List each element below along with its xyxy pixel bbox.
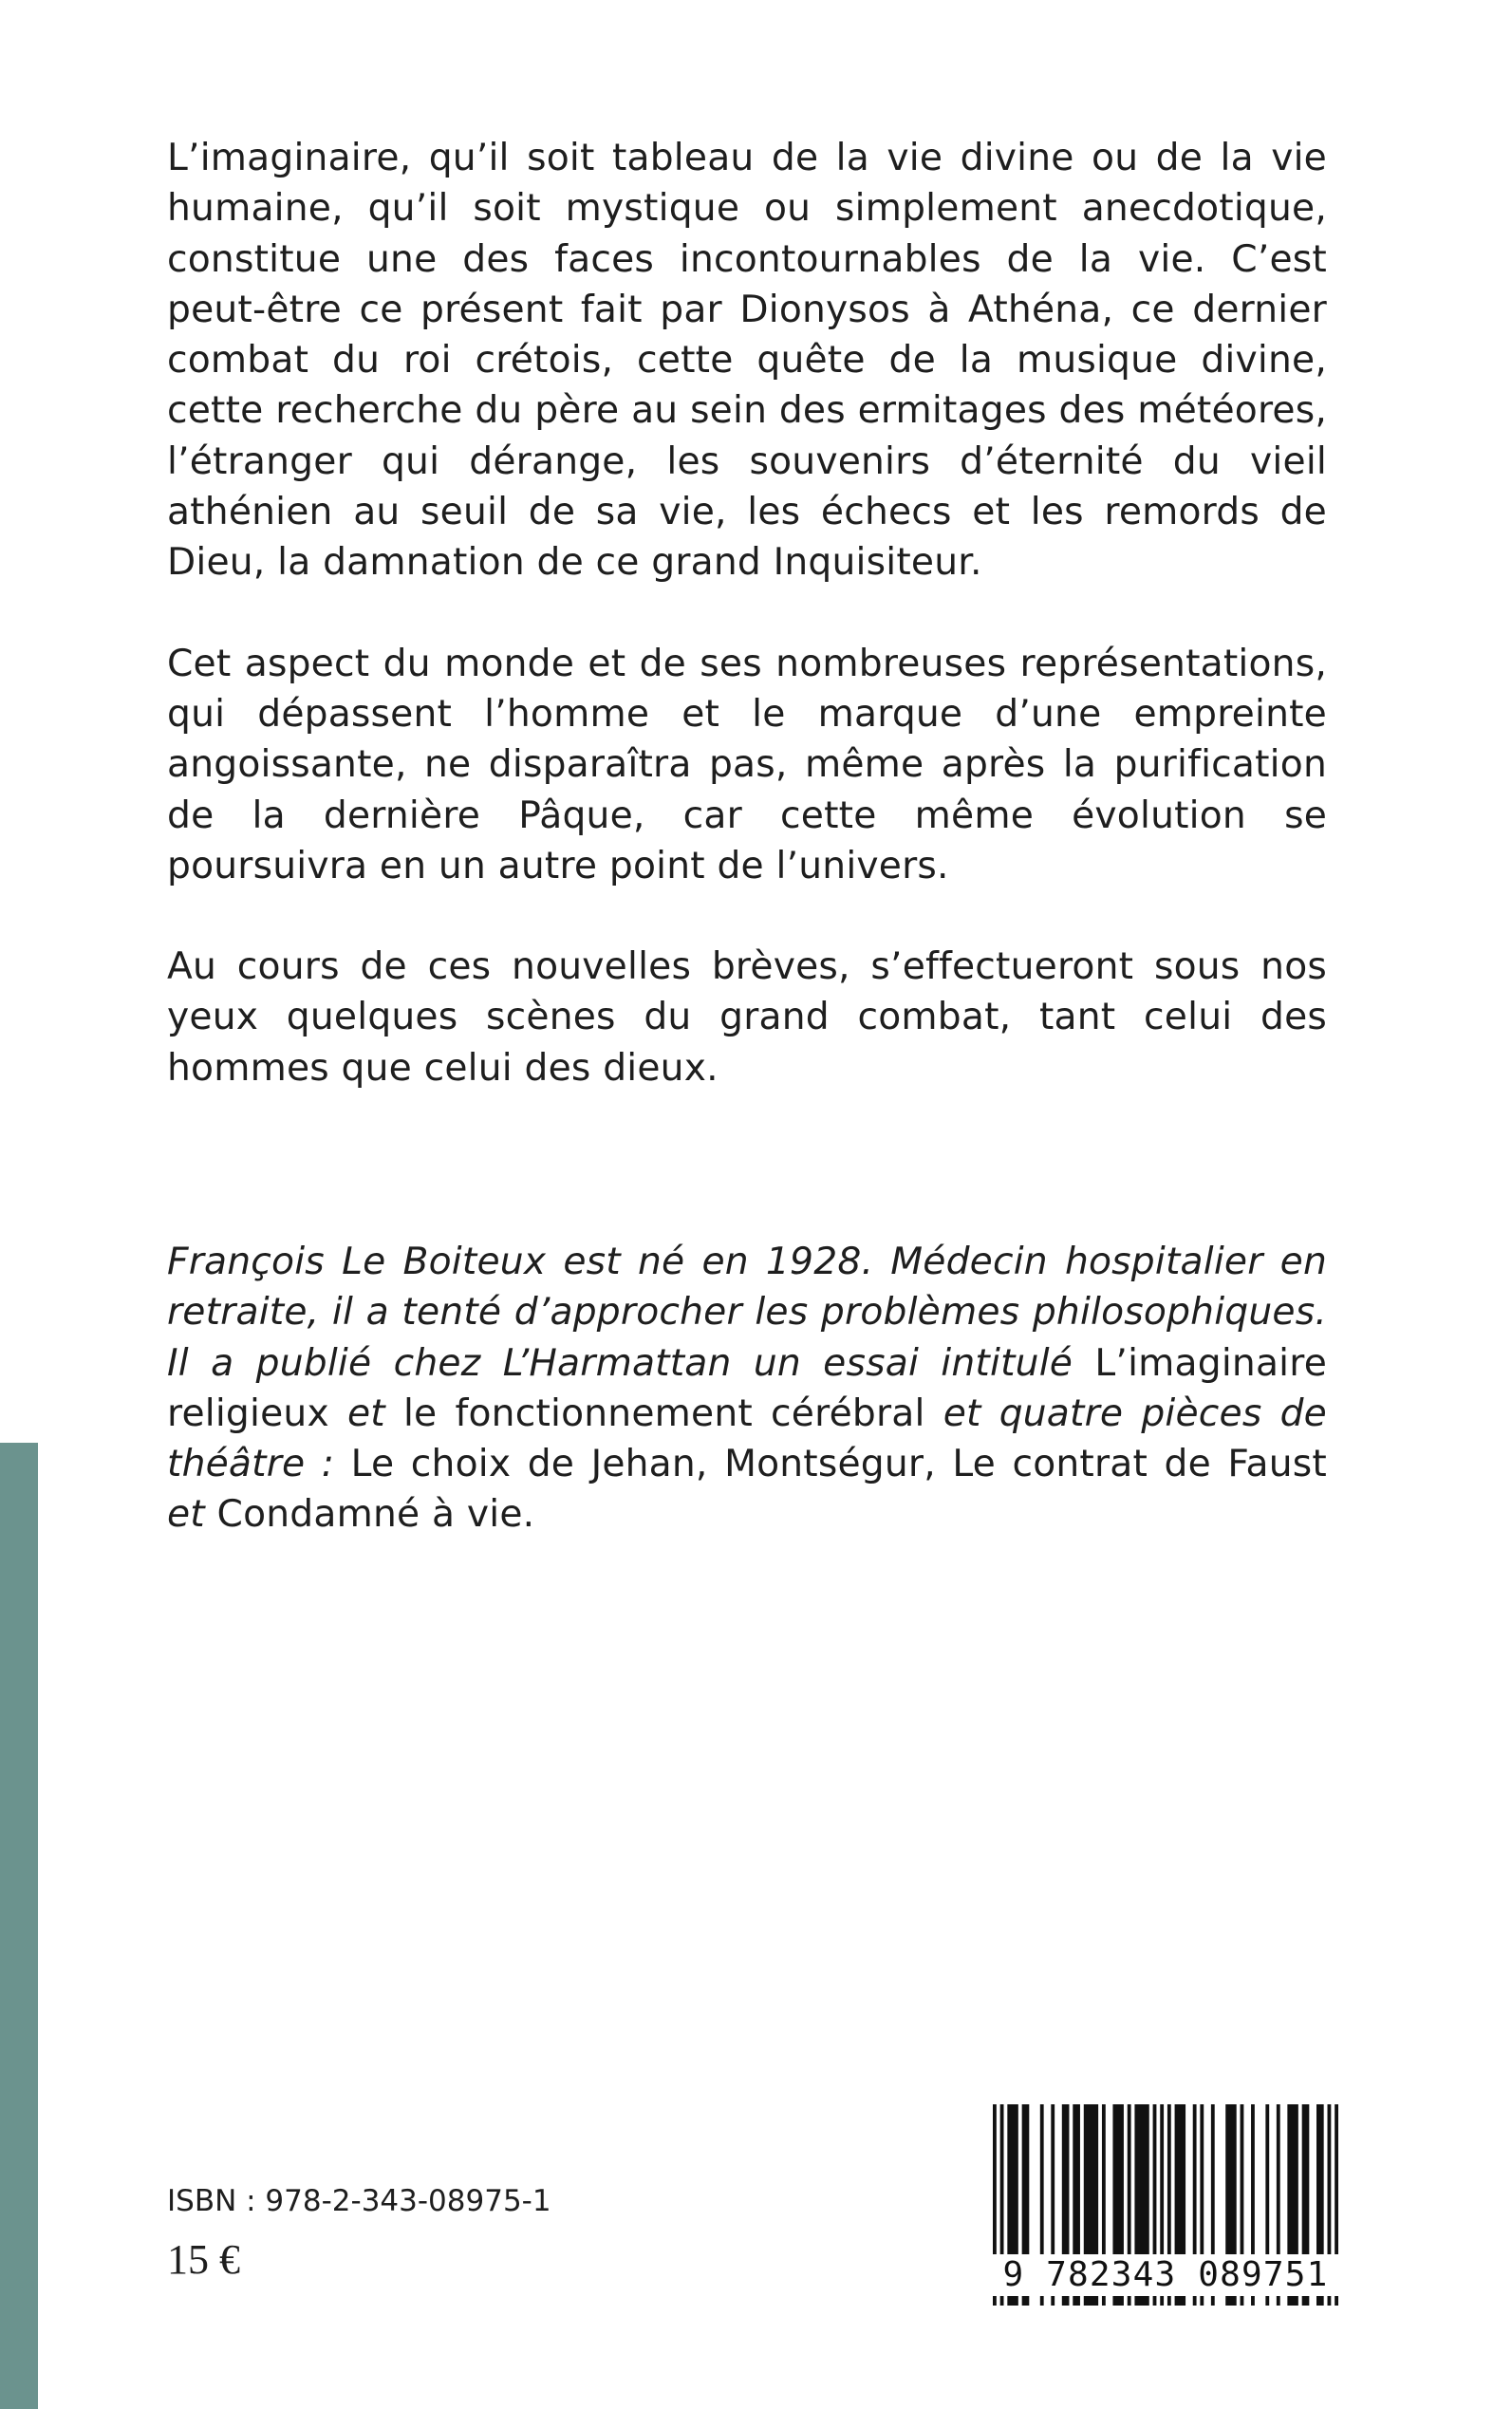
bio-text-3: et quatre pièces de théâtre : [167, 1391, 1327, 1486]
side-color-stripe [0, 1443, 38, 2409]
book-title-3: Le choix de Jehan, Montségur, Le contrat de Faust [350, 1443, 1327, 1486]
bio-text-1: est né en 1928. Médecin hospitalier en retraite, il a tenté d’approcher les problèmes philosophiques. Il a publié chez L’Harmattan un essai intitulé [167, 1241, 1328, 1385]
barcode [993, 2104, 1338, 2306]
author-bio [167, 1237, 1327, 1541]
book-title-2: le fonctionnement cérébral [402, 1391, 925, 1435]
isbn-label: ISBN : 978-2-343-08975-1 [167, 2184, 551, 2218]
blurb-paragraph-2: Cet aspect du monde et de ses nombreuses représentations, qui dépassent l’homme et le marque d’une empreinte angoissante, ne disparaîtra pas, même après la purification de la dernière Pâque, car cette même évolution se poursuivra en un autre point de l’univers. [167, 642, 1327, 887]
blurb-paragraph-1: L’imaginaire, qu’il soit tableau de la vie divine ou de la vie humaine, qu’il soit mystique ou simplement anecdotique, constitue une des faces incontournables de la vie. C’est peut-être ce présent fait par Dionysos à Athéna, ce dernier combat du roi crétois, cette quête de la musique divine, cette recherche du père au sein des ermitages des météores, l’étranger qui dérange, les souvenirs d’éternité du vieil athénien au seuil de sa vie, les échecs et les remords de Dieu, la damnation de ce grand Inquisiteur. [167, 137, 1327, 585]
book-title-4: Condamné à vie. [216, 1493, 535, 1537]
blurb-paragraph-3: Au cours de ces nouvelles brèves, s’effectueront sous nos yeux quelques scènes du grand combat, tant celui des hommes que celui des dieux. [167, 945, 1327, 1090]
book-title-1: L’imaginaire religieux [167, 1341, 1327, 1435]
bio-text-2: et [328, 1391, 403, 1435]
blurb [167, 133, 1327, 1093]
price-label: 15 € [167, 2236, 240, 2283]
bio-text-4: et [167, 1493, 217, 1537]
author-name: François Le Boiteux [167, 1241, 547, 1283]
barcode-digits: 9 782343 089751 [993, 2254, 1338, 2296]
